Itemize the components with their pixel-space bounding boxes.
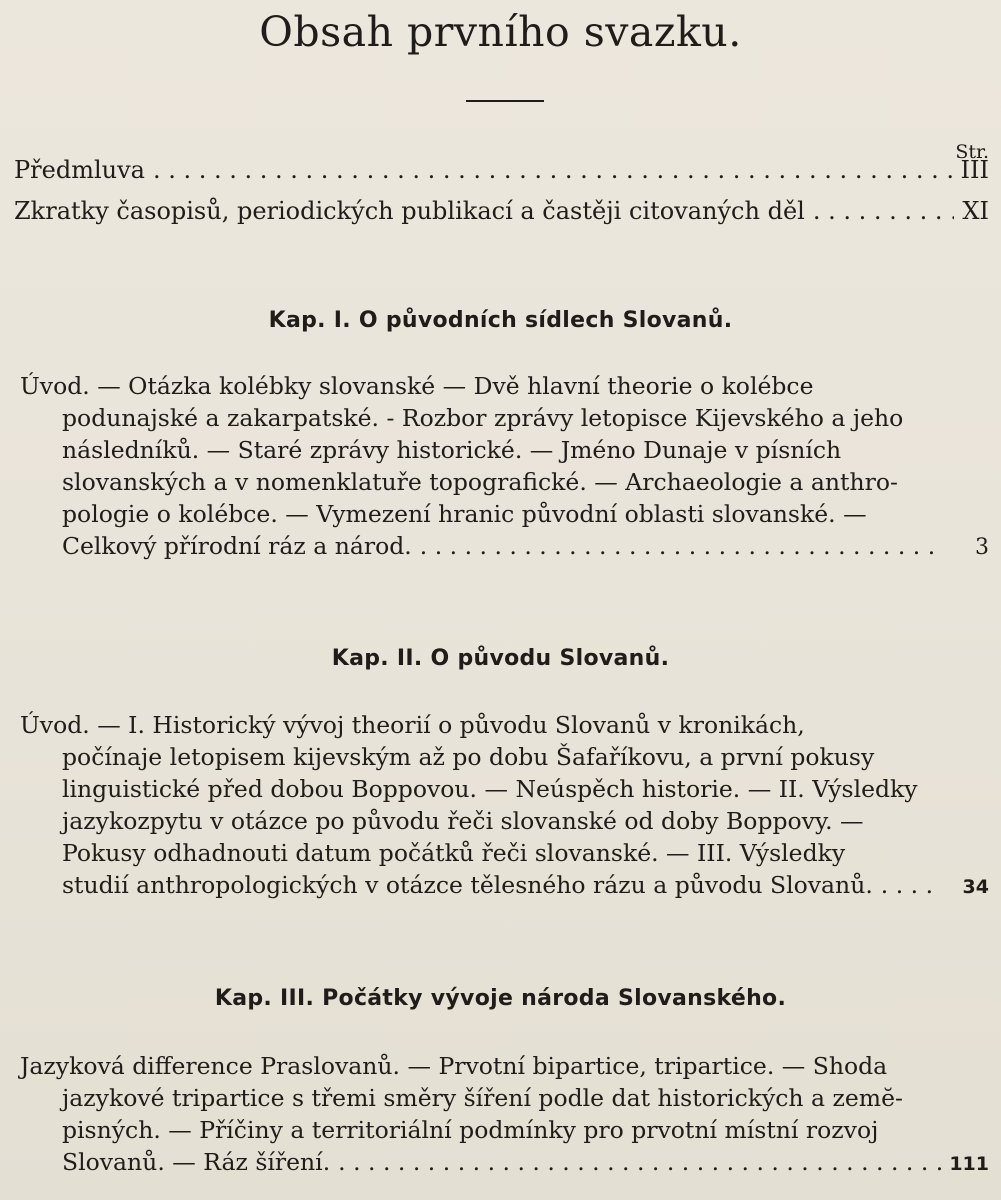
summary-line	[20, 1082, 989, 1114]
chapter-page: 34	[962, 876, 989, 898]
chapter-heading-1: Kap. I. O původních sídlech Slovanů.	[268, 308, 733, 333]
leader-dots	[881, 869, 941, 901]
chapter-summary-2[interactable]	[20, 709, 989, 901]
summary-line-text: Celkový přírodní ráz a národ.	[62, 532, 412, 560]
summary-line-text: počínaje letopisem kijevským až po dobu Šafaříkovu, a první pokusy	[62, 743, 875, 771]
summary-line	[20, 805, 989, 837]
chapter-summary-3[interactable]	[20, 1050, 989, 1178]
summary-line-text: linguistické před dobou Boppovou. — Neúspěch historie. — II. Výsledky	[62, 775, 918, 803]
page-column-label: Str.	[955, 141, 989, 163]
summary-line	[20, 773, 989, 805]
chapter-heading-2: Kap. II. O původu Slovanů.	[331, 646, 670, 671]
leader-dots	[338, 1146, 941, 1178]
summary-line-text: Úvod. — Otázka kolébky slovanské — Dvě hlavní theorie o kolébce	[20, 372, 814, 400]
page-title: Obsah prvního svazku.	[259, 8, 742, 56]
summary-line-text: Jazyková difference Praslovanů. — Prvotní bipartice, tripartice. — Shoda	[20, 1052, 888, 1080]
summary-line	[20, 530, 989, 562]
summary-line	[20, 837, 989, 869]
toc-entry-label: Zkratky časopisů, periodických publikací a častěji citovaných děl	[14, 197, 805, 225]
summary-line-text: pologie o kolébce. — Vymezení hranic původní oblasti slovanské. —	[62, 500, 867, 528]
summary-line	[20, 709, 989, 741]
toc-entry-page: III	[960, 156, 989, 184]
summary-line-text: studií anthropologických v otázce tělesného rázu a původu Slovanů.	[62, 871, 873, 899]
chapter-summary-1[interactable]	[20, 370, 989, 562]
chapter-heading-3: Kap. III. Počátky vývoje národa Slovanského.	[214, 986, 787, 1011]
summary-line-text: Úvod. — I. Historický vývoj theorií o původu Slovanů v kronikách,	[20, 711, 805, 739]
summary-line-text: Slovanů. — Ráz šíření.	[62, 1148, 331, 1176]
summary-line	[20, 1146, 989, 1178]
summary-line-text: slovanských a v nomenklatuře topografické. — Archaeologie a anthro-	[62, 468, 898, 496]
summary-line	[20, 498, 989, 530]
summary-line	[20, 1050, 989, 1082]
summary-line-text: podunajské a zakarpatské. - Rozbor zprávy letopisce Kijevského a jeho	[62, 404, 904, 432]
summary-line	[20, 370, 989, 402]
summary-line	[20, 402, 989, 434]
summary-line	[20, 1114, 989, 1146]
chapter-page: 3	[975, 535, 989, 560]
toc-entry-preface[interactable]	[14, 156, 989, 188]
summary-line-text: jazykozpytu v otázce po původu řeči slovanské od doby Boppovy. —	[62, 807, 864, 835]
toc-entry-label: Předmluva	[14, 156, 145, 184]
leader-dots	[153, 156, 953, 184]
summary-line	[20, 741, 989, 773]
leader-dots	[813, 197, 955, 225]
toc-entry-page: XI	[962, 197, 989, 225]
summary-line-text: pisných. — Příčiny a territoriální podmínky pro prvotní místní rozvoj	[62, 1116, 879, 1144]
summary-line	[20, 466, 989, 498]
summary-line-text: Pokusy odhadnouti datum počátků řeči slovanské. — III. Výsledky	[62, 839, 846, 867]
summary-line	[20, 434, 989, 466]
title-rule	[466, 100, 544, 102]
summary-line	[20, 869, 989, 901]
toc-entry-abbreviations[interactable]	[14, 197, 989, 229]
summary-line-text: jazykové tripartice s třemi směry šíření podle dat historických a zemĕ-	[62, 1084, 903, 1112]
chapter-page: 111	[949, 1153, 989, 1175]
leader-dots	[420, 530, 941, 562]
summary-line-text: následníků. — Staré zprávy historické. — Jméno Dunaje v písních	[62, 436, 842, 464]
